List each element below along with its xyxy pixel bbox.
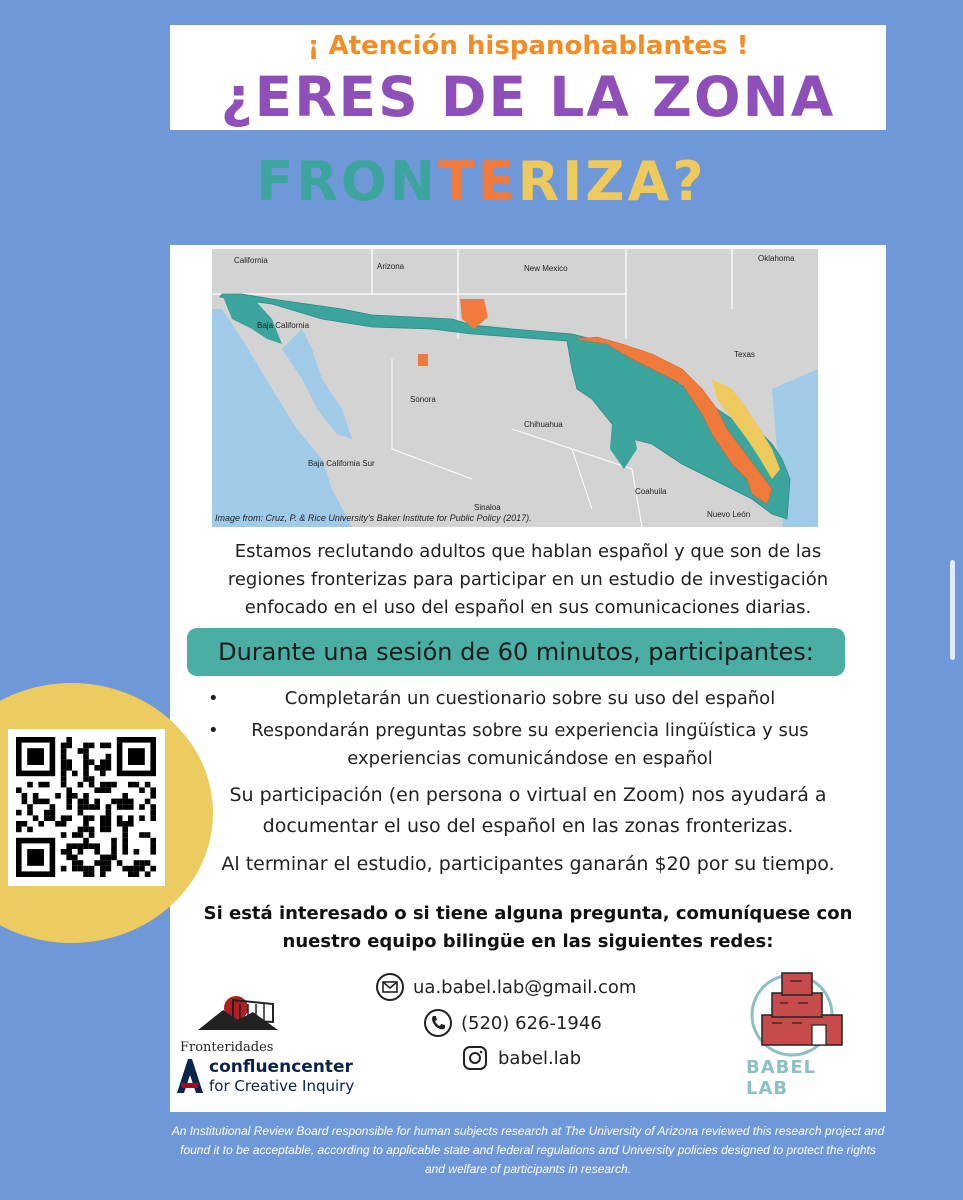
envelope-icon bbox=[375, 972, 405, 1002]
fronteridades-label: Fronteridades bbox=[180, 1040, 274, 1055]
instagram-text[interactable]: babel.lab bbox=[498, 1047, 582, 1069]
bullet-icon: • bbox=[208, 688, 219, 709]
map-label-baja-california-sur: Baja California Sur bbox=[308, 459, 375, 468]
qr-code[interactable] bbox=[8, 729, 165, 886]
subtitle-part-1: FRON bbox=[256, 150, 438, 213]
map-label-new-mexico: New Mexico bbox=[524, 264, 568, 273]
map-label-sinaloa: Sinaloa bbox=[474, 503, 501, 512]
list-item bbox=[210, 717, 850, 773]
confluencenter-subtitle: for Creative Inquiry bbox=[209, 1077, 355, 1095]
participation-paragraph: Su participación (en persona o virtual en Zoom) nos ayudará a documentar el uso del español en las zonas fronterizas. bbox=[229, 784, 827, 837]
scrollbar[interactable] bbox=[950, 560, 955, 660]
compensation-paragraph: Al terminar el estudio, participantes ganarán $20 por su tiempo. bbox=[221, 853, 835, 875]
border-map-image bbox=[212, 249, 818, 527]
confluencenter-logo bbox=[175, 1055, 385, 1100]
main-title: ¿ERES DE LA ZONA bbox=[220, 65, 836, 129]
phone-icon bbox=[423, 1008, 453, 1038]
map-label-chihuahua: Chihuahua bbox=[524, 420, 563, 429]
irb-notice: An Institutional Review Board responsible for human subjects research at The University of Arizona reviewed this research project and found it to be acceptable, according to applicable state and federal regulations and University policies designed to protect the rights and welfare of participants in research. bbox=[171, 1124, 885, 1176]
map-caption: Image from: Cruz, P. & Rice University's Baker Institute for Public Policy (2017). bbox=[215, 513, 532, 523]
phone-contact[interactable] bbox=[423, 1008, 602, 1038]
map-label-california: California bbox=[234, 256, 268, 265]
subtitle-fronteriza bbox=[0, 150, 963, 213]
map-label-baja-california: Baja California bbox=[257, 321, 310, 330]
babel-lab-logo bbox=[742, 963, 862, 1103]
bullet-icon: • bbox=[208, 720, 219, 741]
map-label-arizona: Arizona bbox=[377, 262, 405, 271]
babel-lab-label: BABEL LAB bbox=[746, 1057, 817, 1099]
content-card bbox=[170, 245, 886, 1112]
bullet-text: Completarán un cuestionario sobre su uso del español bbox=[284, 688, 776, 709]
instagram-contact[interactable] bbox=[460, 1043, 581, 1073]
phone-text[interactable]: (520) 626-1946 bbox=[461, 1012, 602, 1034]
map-label-oklahoma: Oklahoma bbox=[758, 254, 795, 263]
intro-paragraph: Estamos reclutando adultos que hablan español y que son de las regiones fronterizas para participar en un estudio de investigación enfocado en el uso del español en sus comunicaciones diarias. bbox=[227, 541, 829, 618]
map-label-sonora: Sonora bbox=[410, 395, 436, 404]
bullet-text: Respondarán preguntas sobre su experiencia lingüística y sus experiencias comunicándose en español bbox=[251, 720, 809, 769]
list-item bbox=[210, 685, 850, 713]
map-label-nuevo-leon: Nuevo León bbox=[707, 510, 751, 519]
subtitle-part-3: RIZA? bbox=[517, 150, 707, 213]
instagram-icon bbox=[460, 1043, 490, 1073]
email-contact[interactable] bbox=[375, 972, 636, 1002]
attention-heading: ¡ Atención hispanohablantes ! bbox=[307, 31, 749, 61]
contact-prompt: Si está interesado o si tiene alguna pregunta, comuníquese con nuestro equipo bilingüe en las siguientes redes: bbox=[203, 903, 853, 952]
confluencenter-name: confluencenter bbox=[209, 1057, 353, 1077]
session-heading: Durante una sesión de 60 minutos, participantes: bbox=[187, 628, 845, 676]
map-label-coahuila: Coahuila bbox=[635, 487, 667, 496]
header-banner bbox=[170, 25, 886, 130]
email-text[interactable]: ua.babel.lab@gmail.com bbox=[413, 976, 637, 998]
map-label-texas: Texas bbox=[734, 350, 755, 359]
subtitle-part-2: TE bbox=[437, 150, 518, 213]
bullet-list bbox=[210, 685, 850, 777]
fronteridades-logo bbox=[178, 990, 288, 1055]
